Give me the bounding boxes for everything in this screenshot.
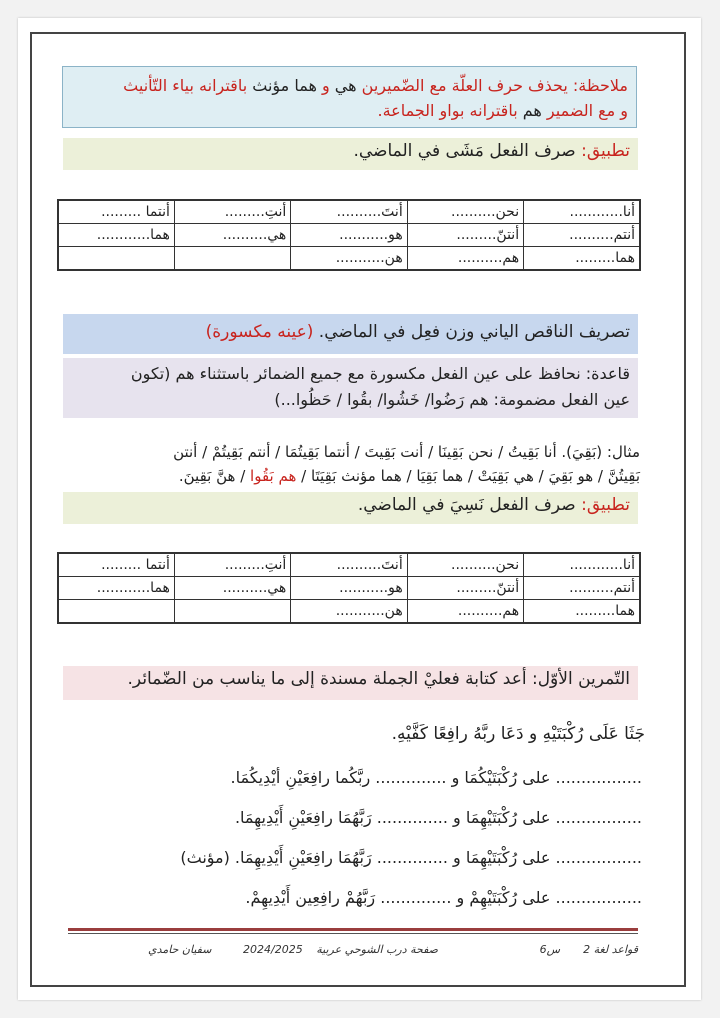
rule-text-2: عين الفعل مضمومة: هم رَضُوا/ خَشُوا/ بقُوا / حَظُوا...)	[274, 390, 630, 409]
note-box	[62, 66, 637, 128]
note-pronoun-hiya: هي	[334, 76, 357, 95]
application-text: صرف الفعل مَشَى في الماضي.	[353, 141, 582, 161]
table-cell: أنتم..........	[524, 577, 640, 600]
example-line-2-end: / هنَّ بَقِينَ.	[178, 467, 251, 485]
table-row	[58, 577, 640, 600]
table-cell: هو...........	[291, 577, 407, 600]
note-text-4: باقترانه بواو الجماعة.	[377, 101, 523, 120]
rule-text-1: نحافظ على عين الفعل مكسورة مع جميع الضمائر باستثناء هم (تكون	[130, 364, 586, 383]
exercise-title: التّمرين الأوّل: أعد كتابة فعليْ الجملة مسندة إلى ما يناسب من الضّمائر.	[127, 669, 630, 689]
conjugation-table-1	[57, 199, 641, 271]
table-cell: هم..........	[407, 247, 523, 271]
table-row	[58, 553, 640, 577]
table-cell: أنا............	[524, 200, 640, 224]
example-line-2: بَقِيتُنَّ / هو بَقِيَ / هي بَقِيَتْ / هما بَقِيَا / هما مؤنث بَقِيَتَا /	[296, 467, 640, 485]
exercise-line: ................. على رُكْبَتَيْهِمَا و .............. رَبَّهُمَا رافِعَيْنِ أَيْدِيهِمَا.	[234, 808, 642, 827]
table-cell: أنتما .........	[58, 200, 174, 224]
note-prefix: ملاحظة:	[567, 76, 628, 95]
example-line-1: مثال: (بَقِيَ). أنا بَقِيتُ / نحن بَقِينَا / أنت بَقِيتَ / أنتما بَقِيتُمَا / أنتم بَقِيتُمْ / أنتن	[173, 443, 640, 461]
table-cell: هما............	[58, 224, 174, 247]
table-cell: أنتنّ.........	[407, 224, 523, 247]
note-text-2: باقترانه بياء التّأنيث	[123, 76, 253, 95]
section-title: تصريف الناقص الياني وزن فعِل في الماضي.	[313, 322, 630, 342]
footer-page-name: صفحة درب الشوحي عربية	[316, 943, 438, 956]
example-block	[60, 440, 640, 488]
table-row	[58, 600, 640, 624]
application-label: تطبيق:	[581, 141, 630, 161]
table-cell: أنتَ..........	[291, 553, 407, 577]
footer-year: 2024/2025	[243, 943, 303, 956]
table-cell	[58, 247, 174, 271]
exercise-sentence: جَثَا عَلَى رُكْبَتَيْهِ و دَعَا ربَّهُ رافِعًا كَفَّيْهِ.	[391, 724, 645, 744]
table-cell: أنا............	[524, 553, 640, 577]
table-cell: أنتم..........	[524, 224, 640, 247]
exercise-heading	[63, 666, 638, 700]
table-cell: هي..........	[174, 577, 290, 600]
table-cell: هما.........	[524, 247, 640, 271]
application-1-heading	[63, 138, 638, 170]
rule-label: قاعدة:	[585, 364, 630, 383]
table-cell: هو...........	[291, 224, 407, 247]
conjugation-table-2	[57, 552, 641, 624]
note-pronoun-hum: هم	[522, 101, 542, 120]
table-cell: هم..........	[407, 600, 523, 624]
table-cell: أنتما .........	[58, 553, 174, 577]
table-cell: هما.........	[524, 600, 640, 624]
table-cell: نحن..........	[407, 553, 523, 577]
page-footer	[68, 928, 638, 965]
note-text-3: و مع الضمير	[541, 101, 628, 120]
table-cell: أنتِ.........	[174, 553, 290, 577]
application-label: تطبيق:	[581, 495, 630, 515]
table-row	[58, 247, 640, 271]
exercise-line: ................. على رُكْبَتَيْهِمْ و .............. رَبَّهُمْ رافِعِين أَيْدِيهِمْ.	[245, 888, 642, 907]
table-cell: أنتنّ.........	[407, 577, 523, 600]
note-pronoun-huma: هما مؤنث	[252, 76, 317, 95]
table-cell: هما............	[58, 577, 174, 600]
table-cell	[58, 600, 174, 624]
example-highlight: هم بَقُوا	[250, 467, 297, 485]
table-cell: هي..........	[174, 224, 290, 247]
table-cell: هن...........	[291, 247, 407, 271]
footer-grade: س6	[539, 943, 560, 956]
footer-level: 2 قواعد لغة	[583, 943, 638, 956]
table-cell	[174, 600, 290, 624]
table-cell: هن...........	[291, 600, 407, 624]
table-row	[58, 224, 640, 247]
section-2-heading	[63, 314, 638, 354]
note-and: و	[316, 76, 335, 95]
table-cell: أنتِ.........	[174, 200, 290, 224]
table-cell	[174, 247, 290, 271]
table-cell: نحن..........	[407, 200, 523, 224]
table-row	[58, 200, 640, 224]
application-text: صرف الفعل نَسِيَ في الماضي.	[357, 495, 582, 515]
section-note: (عينه مكسورة)	[205, 322, 314, 342]
note-text: يحذف حرف العلّة مع الضّميرين	[356, 76, 568, 95]
exercise-line: ................. على رُكْبَتَيْهِمَا و .............. رَبَّهُمَا رافِعَيْنِ أَيْدِيهِمَا. (مؤنث)	[180, 848, 642, 867]
table-cell: أنتَ..........	[291, 200, 407, 224]
application-2-heading	[63, 492, 638, 524]
exercise-line: ................. على رُكْبَتَيْكُمَا و .............. ربَّكُما رافِعَيْنِ أيْدِيكُمَا.	[230, 768, 642, 787]
rule-box	[63, 358, 638, 418]
footer-author: سفيان حامدي	[148, 943, 212, 956]
